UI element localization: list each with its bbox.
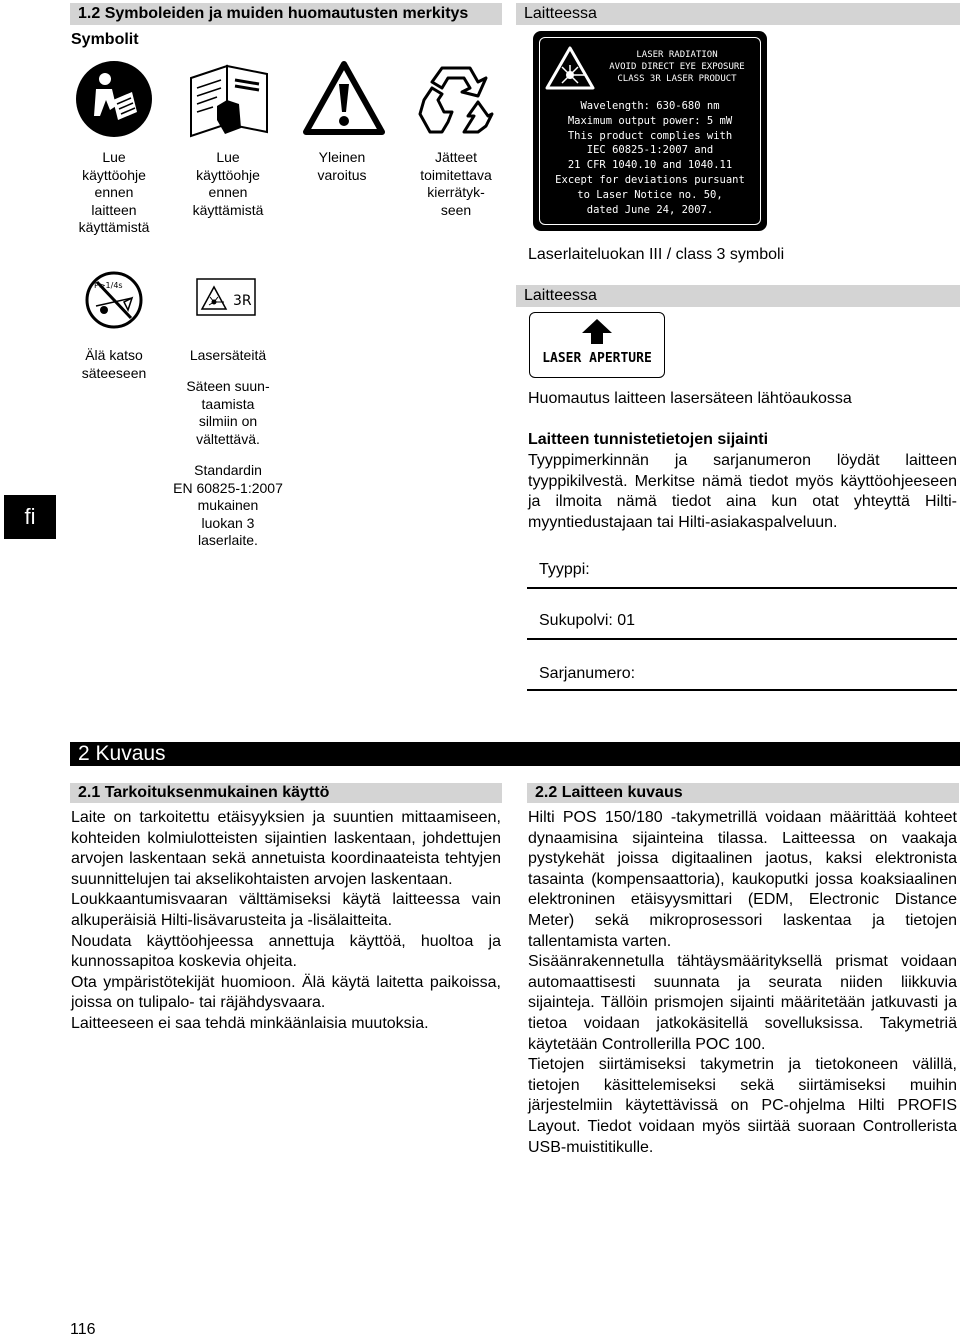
caption-laser-beams: Lasersäteitä [189,347,267,363]
symbols-subtitle: Symbolit [71,31,139,48]
section-21-paragraph: Laite on tarkoitettu etäisyyksien ja suuntien mittaamiseen, kohteiden kolmiulotteisten sijaintien laskentaan, johdettujen arvojen laskentaan sekä annetuista koordinaateista tehtyjen suunnittelujen tai akselikohtaisten arvojen laskentaan. [71,809,501,888]
field-generation-label: Sukupolvi: 01 [539,612,636,629]
aperture-text: LASER APERTURE [542,351,652,366]
section-22-body [528,808,957,1158]
page-number: 116 [70,1321,96,1338]
section-21-paragraph: Noudata käyttöohjeessa annettuja käyttöä, huoltoa ja kunnossapitoa koskevia ohjeita. [71,932,501,971]
read-manual-icon [75,60,153,138]
language-tab: fi [4,495,56,539]
caption-general-warning: Yleinen varoitus [317,149,367,183]
laser-warning-label [533,31,767,231]
section-21-paragraph: Laitteeseen ei saa tehdä minkäänlaisia muutoksia. [71,1014,429,1032]
identification-text: Tyyppimerkinnän ja sarjanumeron löydät laitteen tyyppikilvestä. Merkitse nämä tiedot myös käyttöohjeeseen ja ilmoita nämä tiedot aina kun otat yhteyttä Hilti-myyntiedustajaan tai Hilti-asiakaspalveluun. [528,452,957,531]
manual-book-icon [187,58,271,140]
field-type-line [527,587,957,589]
field-type-label: Tyyppi: [539,561,590,578]
label-info-line-2: Maximum output power: 5 mW [567,114,733,127]
caption-recycle: Jätteet toimitettava kierrätyk- seen [420,149,492,218]
label-info-line-5: 21 CFR 1040.10 and 1040.11 [567,159,733,172]
label-info-line-8: dated June 24, 2007. [586,203,714,216]
section-title-on-device-2: Laitteessa [516,285,960,307]
field-generation-line [527,638,957,640]
caption-do-not-stare: Älä katso säteeseen [81,347,147,381]
field-serial-label: Sarjanumero: [539,665,636,682]
section-22-paragraph: Sisäänrakennetulla tähtäysmäärityksellä prismat voidaan automaattisesti suunnata ja seurata niiden liikkuvia sijainteja. Tällöin prismojen sijainti määritetään jatkuvasti ja tietoa voidaan jatkokäsitellä sovelluksissa. Takymetriä käytetään Controllerilla POC 100. [528,953,957,1053]
caption-manual-book: Lue käyttöohje ennen käyttämistä [192,149,264,218]
recycle-icon [416,60,496,138]
section-22-paragraph: Hilti POS 150/180 -takymetrillä voidaan määrittää kohteet dynaamisina sijainteina tilassa. Laitteessa on vaakaja pystykehät joissa digitaalinen jaotus, kaksi elektronista tasainta (kompensaattoria), kaukoputki jossa koaksiaalinen elektroninen etäisyysmittari (EDM, Electronic Distance Meter) sekä mikroprosessori laskentaa ja tietojen tallentamista varten. [528,809,957,950]
do-not-stare-icon [84,270,144,330]
caption-laser-standard: Standardin EN 60825-1:2007 mukainen luokan 3 laserlaite. [173,462,283,548]
section-22-title: 2.2 Laitteen kuvaus [527,783,959,803]
caption-laser-eye: Säteen suun- taamista silmiin on vältettävä. [186,378,270,447]
arrow-up-icon [580,317,614,350]
caption-read-manual: Lue käyttöohje ennen laitteen käyttämistä [78,149,150,235]
aperture-caption: Huomautus laitteen lasersäteen lähtöaukossa [528,390,852,407]
section-title-symbols: 1.2 Symboleiden ja muiden huomautusten merkitys [70,3,502,25]
section-21-body [71,808,501,1035]
section-21-paragraph: Loukkaantumisvaaran välttämiseksi käytä laitteessa vain alkuperäisiä Hilti-lisävarusteita ja -lisälaitteita. [71,891,501,929]
section-22-paragraph: Tietojen siirtämiseksi takymetrin ja tietokoneen välillä, tietojen käsittelemiseksi sekä siirtämiseksi muihin järjestelmiin käytettävissä on PC-ohjelma Hilti PROFIS Layout. Tiedot voidaan myös siirtää suoraan Controllerista USB-muistitikulle. [528,1056,957,1156]
field-serial-line [527,689,957,691]
identification-heading: Laitteen tunnistetietojen sijainti [528,431,769,448]
label-info-line-7: to Laser Notice no. 50, [577,188,723,201]
label-info-line-1: Wavelength: 630-680 nm [580,100,720,112]
label-info-line-6: Except for deviations pursuant [555,173,745,186]
label-info-line-4: IEC 60825-1:2007 and [586,144,714,157]
chapter-title: 2 Kuvaus [70,742,960,766]
stare-label: P>1/4s [94,281,123,290]
general-warning-icon [302,60,386,136]
label-warning-line-3: CLASS 3R LASER PRODUCT [617,74,737,84]
section-21-paragraph: Ota ympäristötekijät huomioon. Älä käytä laitetta paikoissa, joissa on tulipalo- tai räjähdysvaara. [71,973,501,1012]
class-label: 3R [233,293,252,309]
label-caption: Laserlaiteluokan III / class 3 symboli [528,246,785,263]
laser-aperture-label [529,312,665,378]
label-warning-line-1: LASER RADIATION [636,50,718,60]
section-title-on-device: Laitteessa [516,3,960,25]
label-info-line-3: This product complies with [567,129,733,142]
section-21-title: 2.1 Tarkoituksenmukainen käyttö [70,783,502,803]
laser-hazard-icon [544,45,596,96]
laser-3r-icon [196,278,256,316]
label-warning-line-2: AVOID DIRECT EYE EXPOSURE [609,62,745,72]
